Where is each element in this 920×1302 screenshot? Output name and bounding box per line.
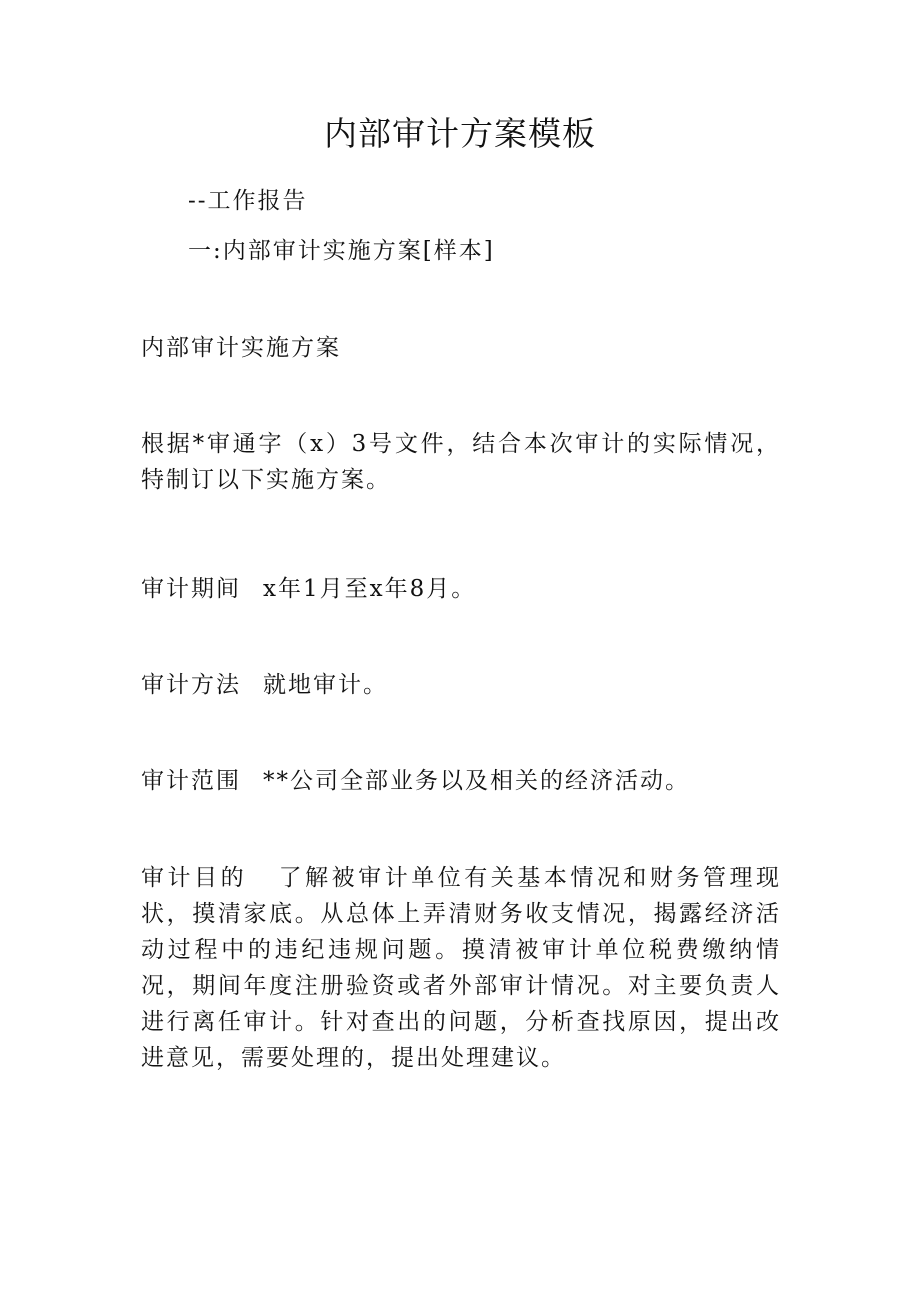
audit-objective-value: 了解被审计单位有关基本情况和财务管理现状，摸清家底。从总体上弄清财务收支情况，揭露经济活动过程中的违纪违规问题。摸清被审计单位税费缴纳情况，期间年度注册验资或者外部审计情况。对主要负责人进行离任审计。针对查出的问题，分析查找原因，提出改进意见，需要处理的，提出处理建议。 — [141, 865, 782, 1071]
audit-period-row — [141, 574, 476, 604]
audit-method-row — [141, 670, 388, 700]
document-subtitle: --工作报告 — [188, 188, 308, 214]
audit-method-label: 审计方法 — [141, 672, 241, 698]
audit-scope-value: **公司全部业务以及相关的经济活动。 — [263, 768, 690, 794]
document-title: 内部审计方案模板 — [324, 114, 596, 153]
section-heading: 一:内部审计实施方案[样本] — [188, 238, 495, 264]
plan-heading: 内部审计实施方案 — [141, 335, 341, 361]
audit-period-value: x年1月至x年8月。 — [263, 576, 477, 602]
audit-scope-label: 审计范围 — [141, 768, 241, 794]
basis-paragraph: 根据*审通字（x）3号文件，结合本次审计的实际情况，特制订以下实施方案。 — [141, 431, 781, 493]
audit-method-value: 就地审计。 — [263, 672, 388, 698]
audit-scope-row — [141, 766, 690, 796]
audit-period-label: 审计期间 — [141, 576, 241, 602]
audit-objective-paragraph — [141, 860, 781, 1076]
audit-objective-label: 审计目的 — [141, 865, 248, 891]
